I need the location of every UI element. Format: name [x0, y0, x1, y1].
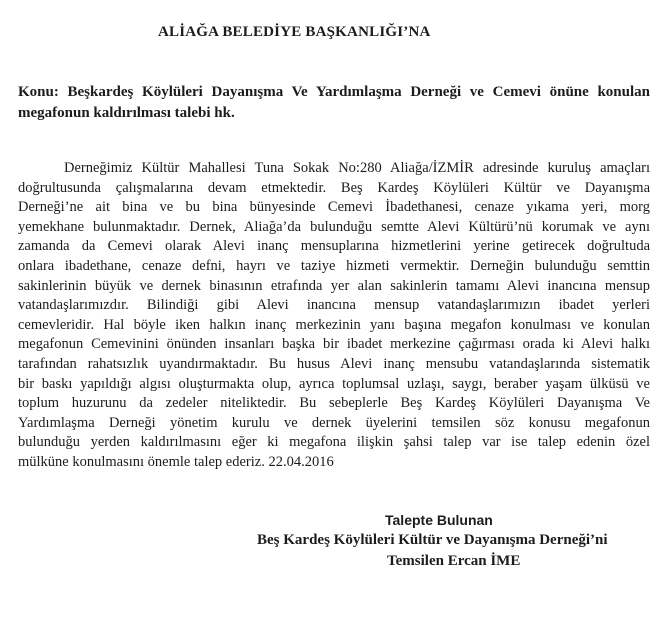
body-line: doğrultusunda çalışmalarına devam etmektedir. Beş Kardeş Köylüleri Kültür ve Dayanışma — [18, 179, 650, 196]
body-line: megafonun Cemevinini önünden insanları başka bir ibadet merkezine çağırması orada ki Alevi halkı — [18, 336, 650, 353]
addressee-heading: ALİAĞA BELEDİYE BAŞKANLIĞI’NA — [158, 24, 431, 40]
body-line: toplum huzurunu da zedeler niteliktedir. Bu sebeplerle Beş Kardeş Köylüleri Dayanışma Ve — [18, 395, 650, 412]
signature-representative: Temsilen Ercan İME — [387, 553, 521, 569]
body-line: bir baskı yapıldığı algısı oluşturmakta olup, ayrıca toplumsal uzlaşı, saygı, beraber yaşam ülküsü ve — [18, 375, 650, 392]
body-line: yemekhane bulunmaktadır. Dernek, Aliağa’da bulunduğu semtte Alevi Kültürü’nü korumak ve aynı — [18, 218, 650, 235]
body-line: tarafından rahatsızlık uyandırmaktadır. Bu husus Alevi inanç mensubu vatandaşlarında sistematik — [18, 355, 650, 372]
body-line: Derneğimiz Kültür Mahallesi Tuna Sokak No:280 Aliağa/İZMİR adresinde kuruluş amaçları — [64, 160, 650, 176]
body-line: Derneği’ne ait bina ve bu bina bünyesinde Cemevi İbadethanesi, cenaze yıkama yeri, morg — [18, 199, 650, 216]
body-line: cemevleridir. Hal böyle iken halkın inanç merkezinin yanı başına megafon konulması ve konulan — [18, 316, 650, 333]
body-line: vatandaşlarımızdır. Bilindiği gibi Alevi inancına mensup vatandaşlarımızın ibadet yerleri — [18, 297, 650, 314]
body-line: bulunduğu yerden kaldırılmasını eğer ki megafona ilişkin şahsi talep var ise talep edenin özel — [18, 434, 650, 451]
body-line: zamanda da Cemevi olarak Alevi inanç mensuplarına hizmetlerini yerine getirecek doğrultuda — [18, 238, 650, 255]
body-line: mülküne konulmasını önemle talep ederiz. 22.04.2016 — [18, 453, 334, 470]
subject-line: Konu: Beşkardeş Köylüleri Dayanışma Ve Yardımlaşma Derneği ve Cemevi önüne konulan — [18, 84, 650, 100]
letter-body — [18, 159, 650, 473]
body-line: onlara ibadethane, cenaze defni, hayrı ve taziye hizmeti vermektir. Derneğin bulunduğu semttin — [18, 257, 650, 274]
subject-line: megafonun kaldırılması talebi hk. — [18, 105, 235, 121]
signature-heading: Talepte Bulunan — [385, 512, 493, 528]
body-line: sakinlerinin büyük ve dernek binasının etrafında yer alan sakinlerin tamamı Alevi inancına mensup — [18, 277, 650, 294]
signature-organization: Beş Kardeş Köylüleri Kültür ve Dayanışma Derneği’ni — [257, 532, 608, 548]
body-line: Yardımlaşma Derneği yönetim kurulu ve dernek üyelerini temsilen söz konusu megafonun — [18, 414, 650, 431]
subject-block — [18, 82, 650, 124]
